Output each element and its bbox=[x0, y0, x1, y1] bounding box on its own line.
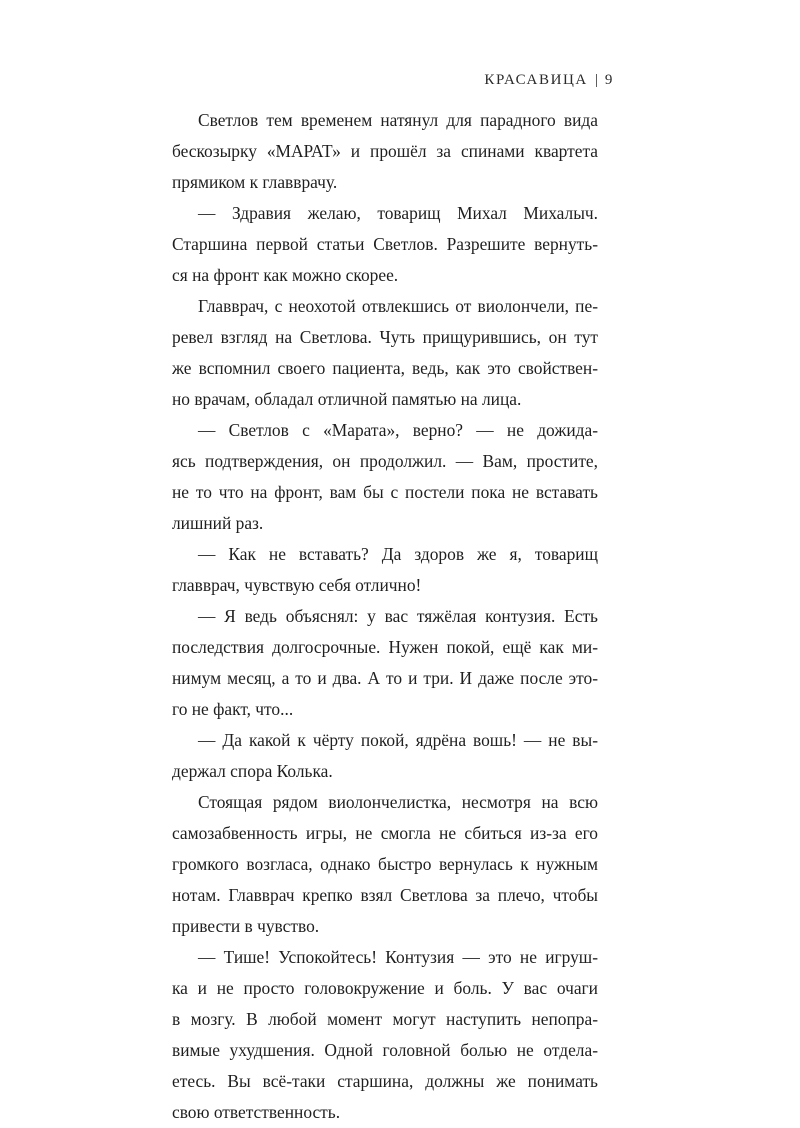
text-line: в мозгу. В любой момент могут наступить непопра- bbox=[172, 1009, 598, 1029]
text-line: бескозырку «МАРАТ» и прошёл за спинами квартета bbox=[172, 141, 598, 161]
text-line: ка и не просто головокружение и боль. У вас очаги bbox=[172, 978, 598, 998]
text-line: ясь подтверждения, он продолжил. — Вам, простите, bbox=[172, 451, 598, 471]
paragraph-first-line: Главврач, с неохотой отвлекшись от виолончели, пе- bbox=[198, 296, 598, 316]
paragraph-first-line: Светлов тем временем натянул для парадного вида bbox=[198, 110, 598, 130]
text-line: главврач, чувствую себя отлично! bbox=[172, 575, 422, 595]
paragraph-first-line: — Я ведь объяснял: у вас тяжёлая контузия. Есть bbox=[198, 606, 598, 626]
paragraph-first-line: — Да какой к чёрту покой, ядрёна вошь! — не вы- bbox=[198, 730, 598, 750]
body-text bbox=[172, 105, 598, 1128]
text-line: не то что на фронт, вам бы с постели пока не вставать bbox=[172, 482, 598, 502]
paragraph-first-line: — Тише! Успокойтесь! Контузия — это не игруш- bbox=[198, 947, 598, 967]
text-line: го не факт, что... bbox=[172, 699, 294, 719]
text-line: привести в чувство. bbox=[172, 916, 320, 936]
text-line: но врачам, обладал отличной памятью на лица. bbox=[172, 389, 522, 409]
text-line: ревел взгляд на Светлова. Чуть прищурившись, он тут bbox=[172, 327, 598, 347]
paragraph-first-line: Стоящая рядом виолончелистка, несмотря на всю bbox=[198, 792, 598, 812]
text-line: держал спора Колька. bbox=[172, 761, 333, 781]
header-separator: | bbox=[594, 72, 598, 88]
text-line: Старшина первой статьи Светлов. Разрешите вернуть- bbox=[172, 234, 598, 254]
text-line: последствия долгосрочные. Нужен покой, ещё как ми- bbox=[172, 637, 598, 657]
text-line: ся на фронт как можно скорее. bbox=[172, 265, 399, 285]
text-line: вимые ухудшения. Одной головной болью не отдела- bbox=[172, 1040, 598, 1060]
text-line: громкого возгласа, однако быстро вернулась к нужным bbox=[172, 854, 598, 874]
paragraph-first-line: — Здравия желаю, товарищ Михал Михалыч. bbox=[198, 203, 598, 223]
text-line: етесь. Вы всё-таки старшина, должны же понимать bbox=[172, 1071, 598, 1091]
text-line: нимум месяц, а то и два. А то и три. И даже после это- bbox=[172, 668, 598, 688]
paragraph-first-line: — Как не вставать? Да здоров же я, товарищ bbox=[198, 544, 598, 564]
running-head bbox=[484, 72, 614, 89]
paragraph-first-line: — Светлов с «Марата», верно? — не дожида- bbox=[198, 420, 598, 440]
page-number: 9 bbox=[604, 72, 614, 88]
text-line: же вспомнил своего пациента, ведь, как это свойствен- bbox=[172, 358, 598, 378]
text-line: прямиком к главврачу. bbox=[172, 172, 338, 192]
text-line: самозабвенность игры, не смогла не сбиться из-за его bbox=[172, 823, 598, 843]
text-line: лишний раз. bbox=[172, 513, 264, 533]
text-line: нотам. Главврач крепко взял Светлова за плечо, чтобы bbox=[172, 885, 598, 905]
chapter-title: КРАСАВИЦА bbox=[484, 72, 588, 88]
text-line: свою ответственность. bbox=[172, 1102, 341, 1122]
